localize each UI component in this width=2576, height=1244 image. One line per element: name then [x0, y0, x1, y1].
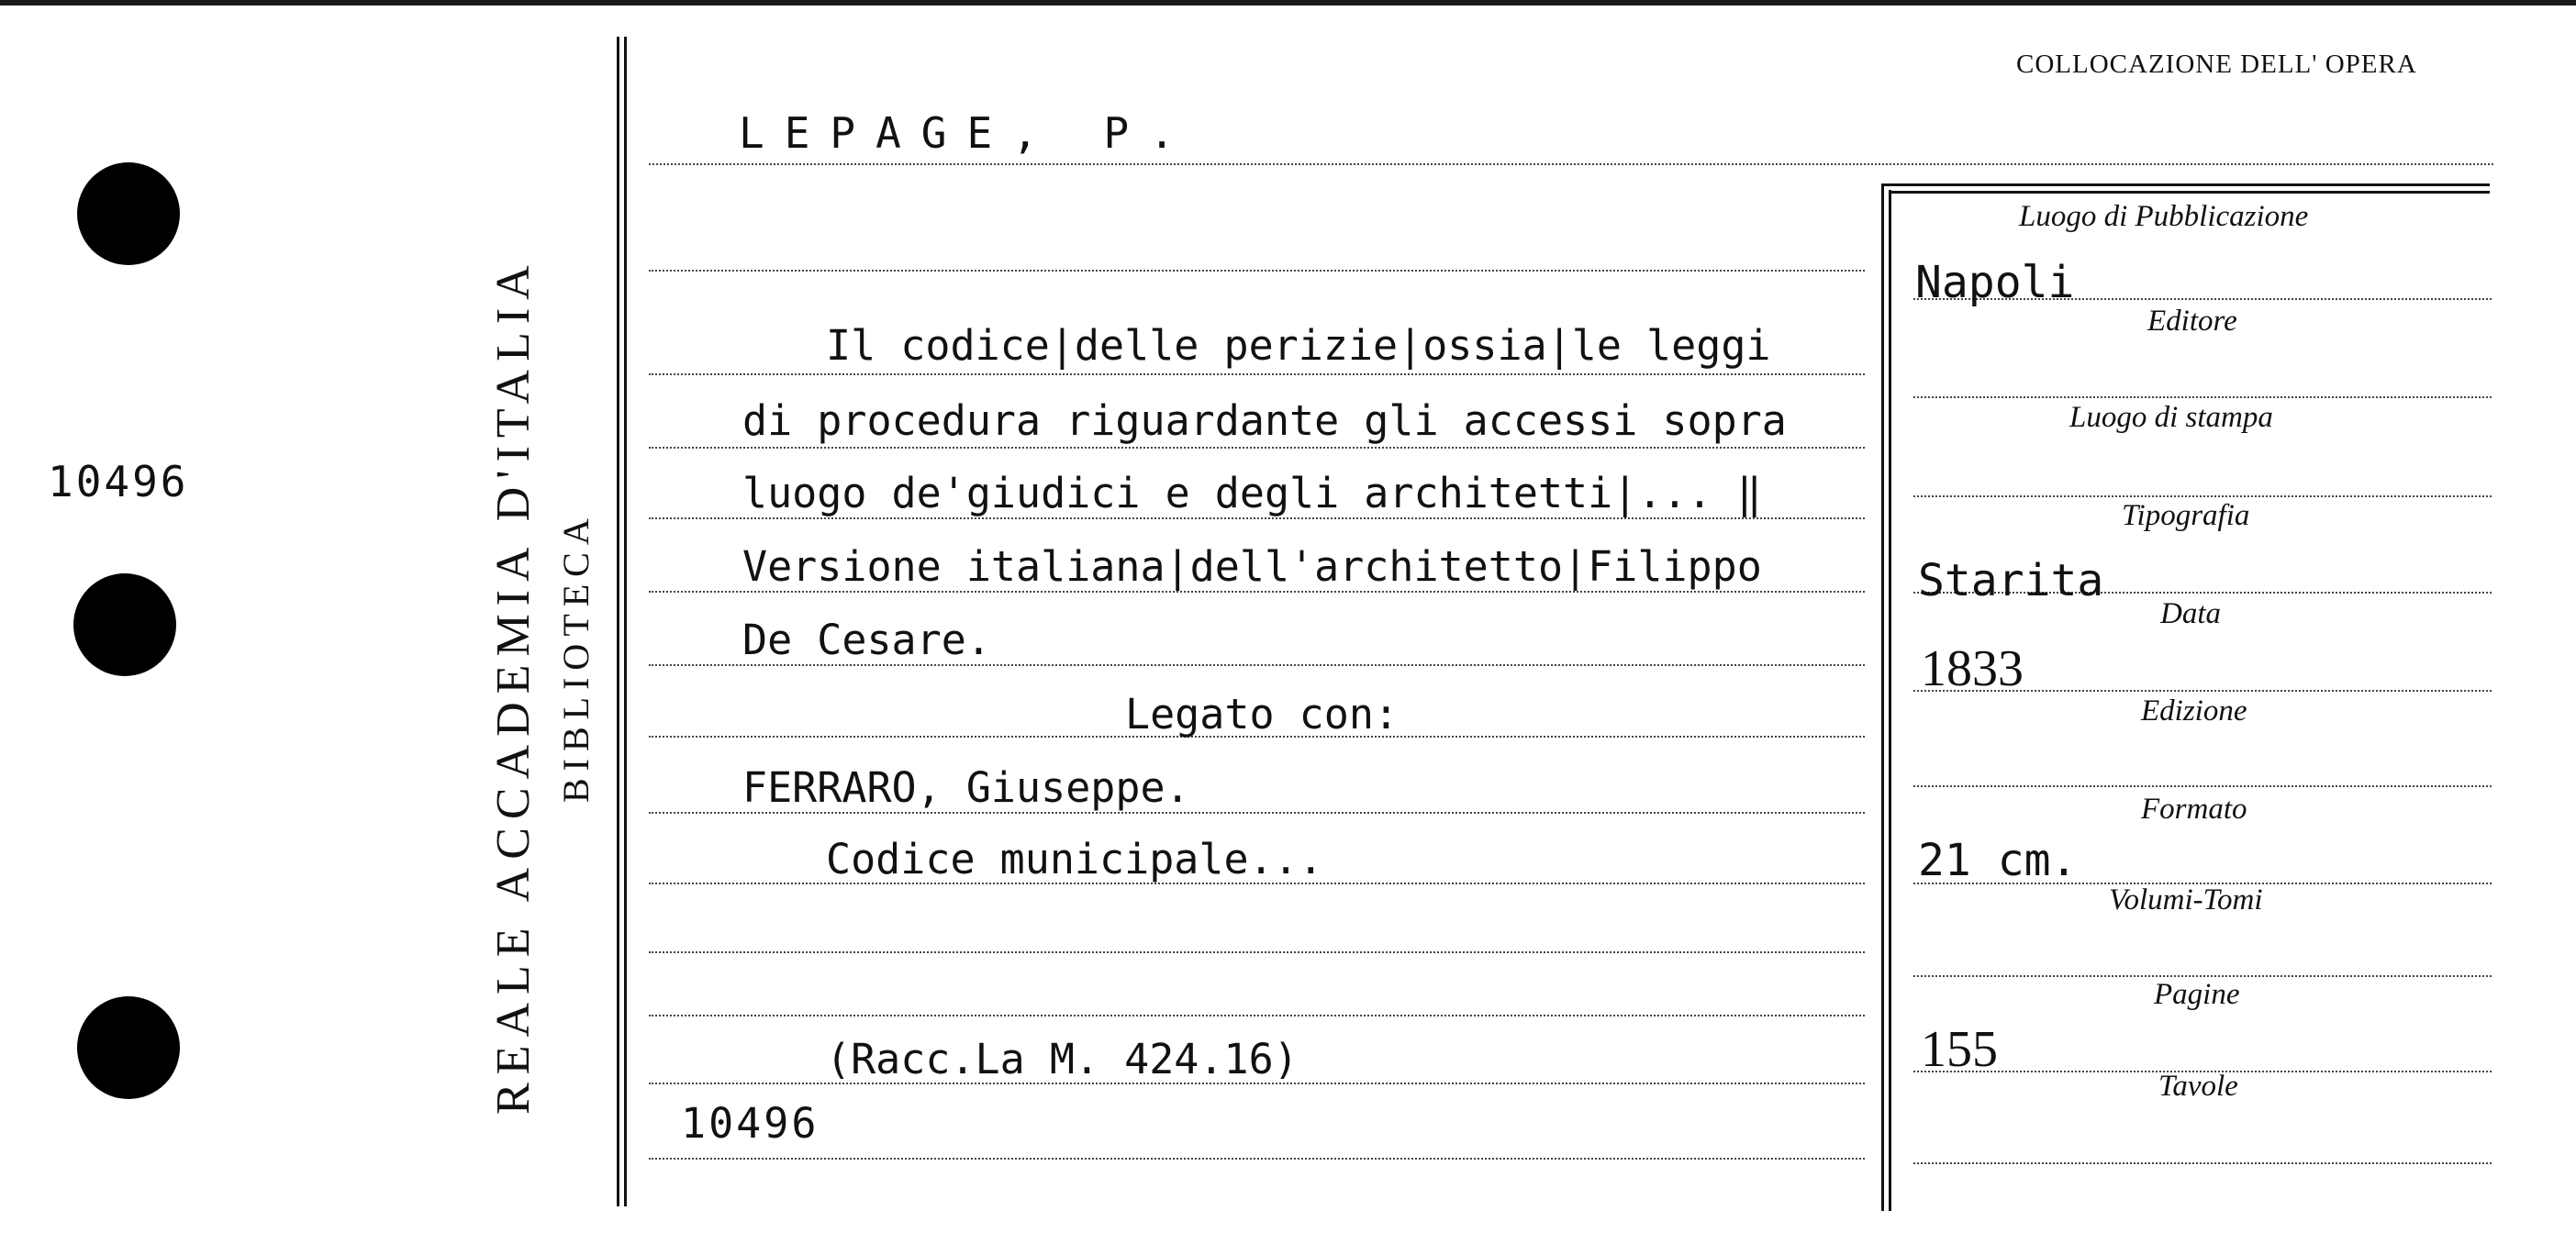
dotted-line [649, 1158, 1865, 1160]
right-box-top-inner [1889, 191, 2490, 194]
label-data: Data [2160, 597, 2221, 630]
dotted-line [649, 517, 1865, 519]
title-line-1: Il codice|delle perizie|ossia|le leggi [826, 321, 1771, 370]
right-box-rule-inner [1889, 190, 1891, 1211]
dotted-line [649, 951, 1865, 953]
dotted-line [1913, 1162, 2492, 1164]
accession-number: 10496 [681, 1099, 820, 1148]
dotted-line [649, 270, 1865, 272]
dotted-line [1913, 396, 2492, 398]
label-tavole: Tavole [2158, 1070, 2238, 1103]
dotted-line [649, 447, 1865, 449]
left-rule-inner [624, 37, 627, 1206]
dotted-line [649, 1015, 1865, 1016]
dotted-line [649, 812, 1865, 814]
academy-name: REALE ACCADEMIA D'ITALIA [487, 257, 540, 1115]
label-editore: Editore [2147, 305, 2237, 338]
second-author: FERRARO, Giuseppe. [742, 763, 1190, 812]
label-tipografia: Tipografia [2122, 499, 2250, 532]
label-edizione: Edizione [2141, 694, 2247, 728]
dotted-line [649, 591, 1865, 593]
value-luogo-pubblicazione: Napoli [1915, 257, 2075, 308]
side-accession-number: 10496 [48, 457, 189, 506]
library-name: BIBLIOTECA [555, 511, 597, 803]
top-edge [0, 0, 2576, 6]
value-data: 1833 [1921, 640, 2024, 697]
dotted-line [1913, 785, 2492, 787]
bound-with-label: Legato con: [1125, 690, 1400, 739]
second-title: Codice municipale... [826, 835, 1323, 883]
dotted-line [649, 664, 1865, 666]
collocazione-header: COLLOCAZIONE DELL' OPERA [2016, 50, 2417, 79]
dotted-line [1913, 495, 2492, 497]
title-line-3: luogo de'giudici e degli architetti|... ‖ [742, 469, 1762, 517]
right-box-rule-outer [1881, 185, 1884, 1211]
dotted-line [1913, 975, 2492, 977]
label-luogo-pubblicazione: Luogo di Pubblicazione [2019, 200, 2309, 233]
title-line-4: Versione italiana|dell'architetto|Filippo [742, 542, 1762, 591]
title-line-2: di procedura riguardante gli accessi sopra [742, 396, 1787, 445]
right-box-top-outer [1881, 183, 2490, 186]
punch-hole-middle [73, 573, 176, 676]
punch-hole-top [77, 162, 180, 265]
shelfmark: (Racc.La M. 424.16) [826, 1035, 1299, 1083]
dotted-line [649, 163, 2493, 165]
left-rule-outer [617, 37, 619, 1206]
title-line-5: De Cesare. [742, 616, 991, 664]
author-heading: LEPAGE, P. [739, 108, 1195, 158]
label-luogo-stampa: Luogo di stampa [2069, 401, 2273, 434]
label-volumi-tomi: Volumi-Tomi [2109, 883, 2263, 916]
label-pagine: Pagine [2154, 978, 2240, 1011]
value-formato: 21 cm. [1918, 835, 2078, 886]
punch-hole-bottom [77, 996, 180, 1099]
label-formato: Formato [2141, 793, 2247, 826]
value-tipografia: Starita [1918, 555, 2104, 606]
dotted-line [649, 373, 1865, 375]
value-pagine: 155 [1921, 1021, 1998, 1078]
